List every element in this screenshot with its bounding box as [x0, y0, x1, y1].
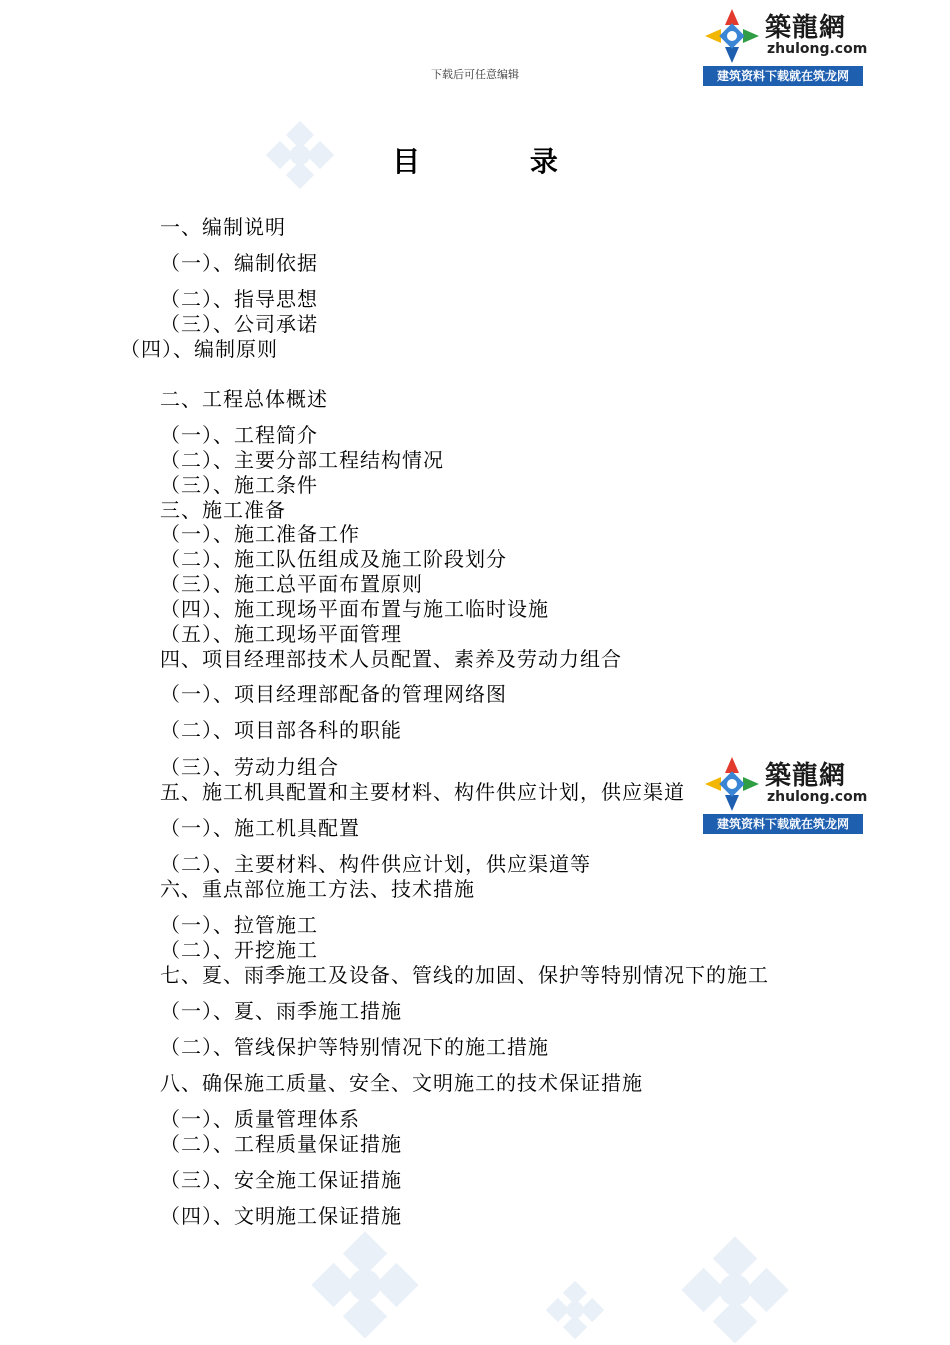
- toc-entry: （四）、编制原则: [120, 337, 278, 361]
- logo-slogan: 建筑资料下载就在筑龙网: [703, 814, 863, 834]
- logo-name: 築龍網: [765, 13, 847, 43]
- toc-entry: （一）、施工准备工作: [160, 522, 360, 546]
- zhulong-flake-icon: [703, 755, 761, 813]
- toc-entry: （一）、拉管施工: [160, 913, 318, 937]
- zhulong-logo-overlay: [703, 753, 868, 833]
- page-title: 目 录: [392, 145, 608, 178]
- toc-entry: （一）、质量管理体系: [160, 1107, 360, 1131]
- toc-entry: （五）、施工现场平面管理: [160, 622, 402, 646]
- logo-slogan: 建筑资料下载就在筑龙网: [703, 66, 863, 86]
- toc-entry: 七、夏、雨季施工及设备、管线的加固、保护等特别情况下的施工: [160, 963, 769, 987]
- watermark-flake-icon: [545, 1280, 605, 1340]
- toc-entry: （四）、文明施工保证措施: [160, 1204, 402, 1228]
- toc-entry: （四）、施工现场平面布置与施工临时设施: [160, 597, 549, 621]
- toc-entry: 三、施工准备: [160, 498, 286, 522]
- toc-entry: （二）、指导思想: [160, 287, 318, 311]
- toc-entry: 四、项目经理部技术人员配置、素养及劳动力组合: [160, 647, 622, 671]
- toc-entry: （一）、夏、雨季施工措施: [160, 999, 402, 1023]
- toc-entry: 六、重点部位施工方法、技术措施: [160, 877, 475, 901]
- toc-entry: （三）、劳动力组合: [160, 755, 339, 779]
- zhulong-flake-icon: [703, 7, 761, 65]
- header-note: 下载后可任意编辑: [431, 68, 519, 81]
- logo-name: 築龍網: [765, 761, 847, 791]
- watermark-flake-icon: [680, 1235, 790, 1345]
- toc-entry: （二）、施工队伍组成及施工阶段划分: [160, 547, 507, 571]
- toc-entry: （一）、施工机具配置: [160, 816, 360, 840]
- toc-entry: 二、工程总体概述: [160, 387, 328, 411]
- toc-entry: （二）、主要分部工程结构情况: [160, 448, 444, 472]
- toc-entry: （二）、开挖施工: [160, 938, 318, 962]
- toc-entry: （一）、工程简介: [160, 423, 318, 447]
- logo-domain: zhulong.com: [767, 41, 868, 57]
- toc-entry: （二）、项目部各科的职能: [160, 718, 402, 742]
- toc-entry: （二）、工程质量保证措施: [160, 1132, 402, 1156]
- watermark-flake-icon: [310, 1230, 420, 1340]
- toc-entry: （二）、管线保护等特别情况下的施工措施: [160, 1035, 549, 1059]
- toc-entry: （三）、公司承诺: [160, 312, 318, 336]
- toc-entry: 八、确保施工质量、安全、文明施工的技术保证措施: [160, 1071, 643, 1095]
- toc-entry: （一）、编制依据: [160, 251, 318, 275]
- toc-entry: 一、编制说明: [160, 215, 286, 239]
- toc-entry: （三）、施工条件: [160, 473, 318, 497]
- toc-entry: （三）、安全施工保证措施: [160, 1168, 402, 1192]
- toc-entry: （二）、主要材料、构件供应计划，供应渠道等: [160, 852, 591, 876]
- toc-entry: （三）、施工总平面布置原则: [160, 572, 423, 596]
- toc-entry: （一）、项目经理部配备的管理网络图: [160, 682, 507, 706]
- zhulong-logo: [703, 5, 868, 85]
- logo-domain: zhulong.com: [767, 789, 868, 805]
- toc-entry: 五、施工机具配置和主要材料、构件供应计划，供应渠道: [160, 780, 685, 804]
